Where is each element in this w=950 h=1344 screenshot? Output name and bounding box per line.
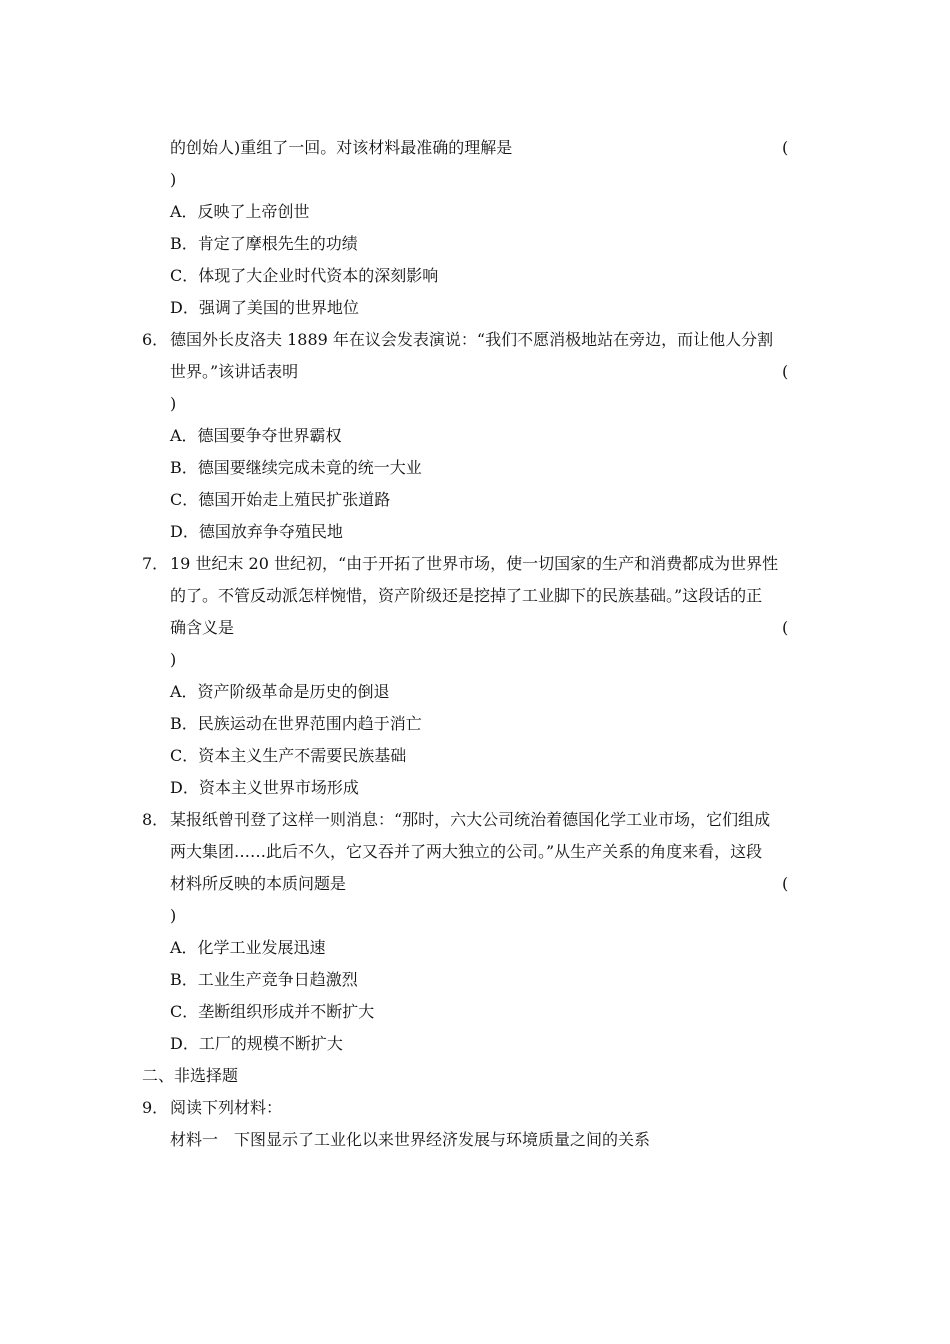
q5-option-c: C．体现了大企业时代资本的深刻影响 [170,266,439,285]
q6-option-a: A．德国要争夺世界霸权 [170,426,342,445]
q8-option-c: C．垄断组织形成并不断扩大 [170,1002,375,1021]
q9-stem: 阅读下列材料： [170,1098,283,1117]
q5-answer-paren-open: ( [782,138,789,157]
q6-stem-line2: 世界。”该讲话表明 [170,362,299,381]
section-heading-non-choice: 二、非选择题 [142,1066,239,1085]
q6-answer-paren-open: ( [782,362,789,381]
q6-option-d: D．德国放弃争夺殖民地 [170,522,343,541]
q8-option-d: D．工厂的规模不断扩大 [170,1034,343,1053]
q8-answer-paren-close: ) [170,906,177,925]
q5-answer-paren-close: ) [170,170,177,189]
q5-stem-tail: 的创始人)重组了一回。对该材料最准确的理解是 [170,138,513,157]
q7-answer-paren-open: ( [782,618,789,637]
q7-stem-line1: 19 世纪末 20 世纪初，“由于开拓了世界市场，使一切国家的生产和消费都成为世界性 [170,554,779,573]
q8-answer-paren-open: ( [782,874,789,893]
q9-number: 9． [142,1098,169,1117]
q7-number: 7． [142,554,169,573]
q6-number: 6． [142,330,169,349]
q7-option-b: B．民族运动在世界范围内趋于消亡 [170,714,422,733]
q7-option-a: A．资产阶级革命是历史的倒退 [170,682,390,701]
q5-option-d: D．强调了美国的世界地位 [170,298,359,317]
q6-option-b: B．德国要继续完成未竟的统一大业 [170,458,422,477]
q8-option-b: B．工业生产竞争日趋激烈 [170,970,358,989]
q8-stem-line3: 材料所反映的本质问题是 [170,874,347,893]
q7-answer-paren-close: ) [170,650,177,669]
q6-answer-paren-close: ) [170,394,177,413]
q9-material1: 材料一 下图显示了工业化以来世界经济发展与环境质量之间的关系 [170,1130,651,1149]
q8-option-a: A．化学工业发展迅速 [170,938,326,957]
q8-number: 8． [142,810,169,829]
q7-option-c: C．资本主义生产不需要民族基础 [170,746,407,765]
q8-stem-line1: 某报纸曾刊登了这样一则消息：“那时，六大公司统治着德国化学工业市场，它们组成 [170,810,771,829]
q8-stem-line2: 两大集团……此后不久，它又吞并了两大独立的公司。”从生产关系的角度来看，这段 [170,842,763,861]
q5-option-a: A．反映了上帝创世 [170,202,310,221]
q6-option-c: C．德国开始走上殖民扩张道路 [170,490,391,509]
q7-option-d: D．资本主义世界市场形成 [170,778,359,797]
q5-option-b: B．肯定了摩根先生的功绩 [170,234,358,253]
q6-stem-line1: 德国外长皮洛夫 1889 年在议会发表演说：“我们不愿消极地站在旁边，而让他人分割 [170,330,774,349]
q7-stem-line3: 确含义是 [170,618,235,637]
q7-stem-line2: 的了。不管反动派怎样惋惜，资产阶级还是挖掉了工业脚下的民族基础。”这段话的正 [170,586,763,605]
